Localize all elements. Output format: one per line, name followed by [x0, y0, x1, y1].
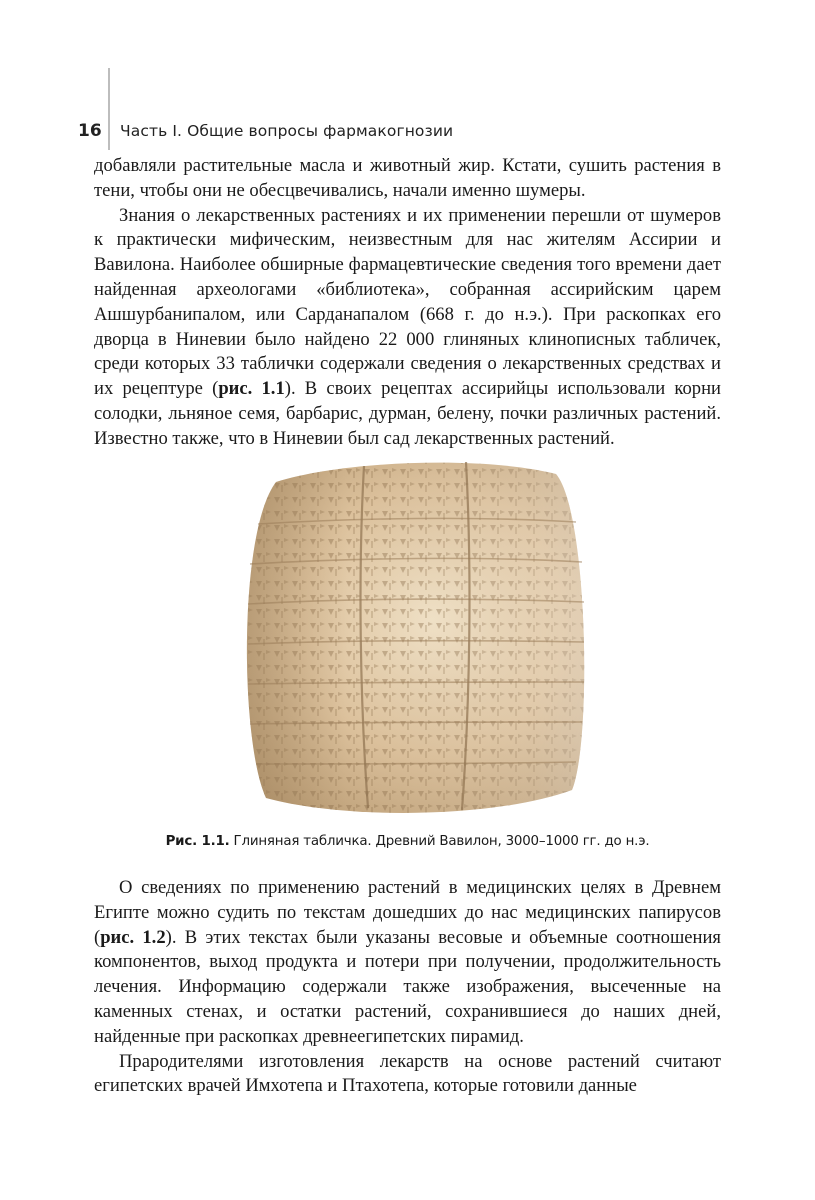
page-number: 16 [78, 121, 102, 141]
figure-reference: рис. 1.2 [100, 926, 166, 948]
figure-caption [0, 834, 815, 849]
body-text-top [94, 154, 721, 452]
paragraph-text: ). В этих текстах были указаны весовые и объемные соотношения компонентов, выход продукта и потери при получении, продолжительность лечения. Информацию содержали также изображения, высеченные на каменных стенах, и остатки растений, сохранившиеся до наших дней, найденные при раскопках древнеегипетских пирамид. [94, 926, 721, 1047]
page-header [78, 118, 453, 144]
paragraph [94, 876, 721, 1050]
paragraph [94, 204, 721, 452]
paragraph-text: ). В своих рецептах ассирийцы использовали корни солодки, льняное семя, барбарис, дурман, белену, почки различных растений. Известно также, что в Ниневии был сад лекарственных растений. [94, 378, 721, 449]
tablet-shading [247, 463, 584, 813]
running-head: Часть I. Общие вопросы фармакогнозии [120, 122, 454, 140]
paragraph-text: Знания о лекарственных растениях и их применении перешли от шумеров к практически мифическим, неизвестным для нас жителям Ассирии и Вавилона. Наиболее обширные фармацевтические сведения того времени дает найденная археологами «библиотека», собранная ассирийским царем Ашшурбанипалом, или Сарданапалом (668 г. до н.э.). При раскопках его дворца в Ниневии было найдено 22 000 глиняных клинописных табличек, среди которых 33 таблички содержали сведения о лекарственных средствах и их рецептуре ( [94, 204, 721, 400]
body-text-bottom [94, 876, 721, 1099]
figure-label: Рис. 1.1. [165, 834, 230, 849]
clay-tablet-svg [236, 452, 592, 822]
paragraph: добавляли растительные масла и животный жир. Кстати, сушить растения в тени, чтобы они не обесцвечивались, начали именно шумеры. [94, 155, 721, 201]
figure-caption-text: Глиняная табличка. Древний Вавилон, 3000–1000 гг. до н.э. [233, 834, 650, 849]
clay-tablet-image [236, 452, 592, 822]
paragraph: Прародителями изготовления лекарств на основе растений считают египетских врачей Имхотепа и Птахотепа, которые готовили данные [94, 1050, 721, 1097]
paragraph-text: О сведениях по применению растений в медицинских целях в Древнем Египте можно судить по текстам дошедших до нас медицинских папирусов ( [94, 877, 721, 948]
figure-reference: рис. 1.1 [218, 378, 285, 400]
